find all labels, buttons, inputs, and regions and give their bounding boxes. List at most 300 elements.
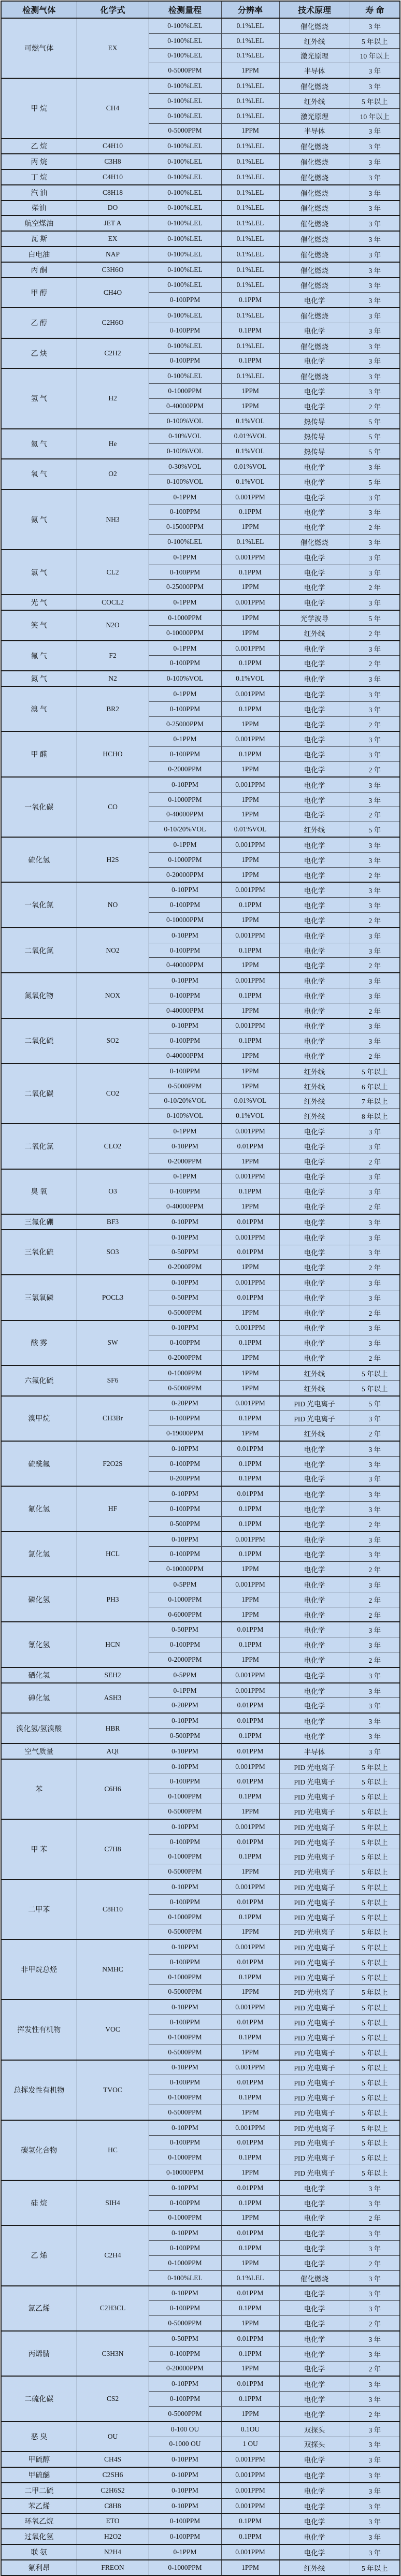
formula-cell: NAP: [77, 247, 149, 262]
principle-cell: 催化燃烧: [279, 200, 350, 216]
lifetime-cell: 2 年: [350, 716, 400, 731]
lifetime-cell: 3 年: [350, 1184, 400, 1199]
principle-cell: 电化学: [279, 2452, 350, 2467]
resolution-cell: 0.1PPM: [221, 1969, 279, 1984]
range-cell: 0-1000PPM: [149, 2030, 221, 2045]
table-row: [1, 1441, 400, 1456]
principle-cell: 电化学: [279, 353, 350, 368]
principle-cell: 电化学: [279, 1667, 350, 1683]
lifetime-cell: 3 年: [350, 384, 400, 399]
range-cell: 0-10PPM: [149, 2498, 221, 2514]
table-row: [1, 1622, 400, 1637]
principle-cell: PID 光电离子: [279, 2120, 350, 2135]
lifetime-cell: 3 年: [350, 2376, 400, 2391]
lifetime-cell: 3 年: [350, 2225, 400, 2240]
lifetime-cell: 2 年: [350, 1350, 400, 1365]
resolution-cell: 0.1PPM: [221, 565, 279, 580]
lifetime-cell: 3 年: [350, 262, 400, 278]
principle-cell: 电化学: [279, 747, 350, 762]
lifetime-cell: 3 年: [350, 1532, 400, 1547]
lifetime-cell: 3 年: [350, 278, 400, 293]
formula-cell: SW: [77, 1320, 149, 1365]
lifetime-cell: 3 年: [350, 1169, 400, 1184]
resolution-cell: 1PPM: [221, 2316, 279, 2331]
principle-cell: 电化学: [279, 1290, 350, 1305]
lifetime-cell: 5 年以上: [350, 2030, 400, 2045]
range-cell: 0-10/20%VOL: [149, 1093, 221, 1109]
principle-cell: 电化学: [279, 293, 350, 308]
lifetime-cell: 3 年: [350, 701, 400, 716]
principle-cell: 电化学: [279, 837, 350, 852]
principle-cell: 电化学: [279, 671, 350, 686]
lifetime-cell: 2 年: [350, 2361, 400, 2376]
principle-cell: 电化学: [279, 1245, 350, 1260]
formula-cell: N2: [77, 671, 149, 686]
lifetime-cell: 2 年: [350, 913, 400, 928]
lifetime-cell: 2 年: [350, 807, 400, 822]
table-row: [1, 550, 400, 565]
principle-cell: 电化学: [279, 1441, 350, 1456]
lifetime-cell: 5 年以上: [350, 1365, 400, 1380]
principle-cell: 电化学: [279, 398, 350, 413]
principle-cell: 催化燃烧: [279, 78, 350, 93]
gas-name-cell: 二甲苯: [1, 1879, 77, 1939]
principle-cell: 红外线: [279, 1063, 350, 1078]
principle-cell: 电化学: [279, 1154, 350, 1169]
lifetime-cell: 3 年: [350, 1033, 400, 1048]
principle-cell: 电化学: [279, 973, 350, 988]
lifetime-cell: 5 年: [350, 474, 400, 489]
resolution-cell: 1PPM: [221, 762, 279, 777]
resolution-cell: 0.1%LEL: [221, 108, 279, 123]
gas-name-cell: 笑 气: [1, 610, 77, 641]
resolution-cell: 0.1%LEL: [221, 93, 279, 108]
formula-cell: C2SH6: [77, 2467, 149, 2483]
table-row: [1, 2225, 400, 2240]
lifetime-cell: 2 年: [350, 1154, 400, 1169]
table-row: [1, 731, 400, 746]
lifetime-cell: 3 年: [350, 2529, 400, 2544]
lifetime-cell: 5 年以上: [350, 2560, 400, 2575]
range-cell: 0-5000PPM: [149, 2406, 221, 2421]
principle-cell: 红外线: [279, 93, 350, 108]
lifetime-cell: 5 年以上: [350, 1774, 400, 1789]
lifetime-cell: 5 年以上: [350, 1999, 400, 2014]
principle-cell: 光学波导: [279, 610, 350, 625]
table-row: [1, 1744, 400, 1759]
lifetime-cell: 3 年: [350, 2467, 400, 2483]
table-row: [1, 1759, 400, 1774]
principle-cell: PID 光电离子: [279, 2015, 350, 2030]
resolution-cell: 0.01PPM: [221, 1744, 279, 1759]
lifetime-cell: 10 年以上: [350, 108, 400, 123]
lifetime-cell: 3 年: [350, 2241, 400, 2256]
table-row: [1, 2376, 400, 2391]
lifetime-cell: 3 年: [350, 459, 400, 474]
principle-cell: 电化学: [279, 1230, 350, 1245]
resolution-cell: 0.01PPM: [221, 1955, 279, 1970]
resolution-cell: 0.1%LEL: [221, 154, 279, 169]
table-row: [1, 2544, 400, 2560]
gas-name-cell: 空气质量: [1, 1744, 77, 1759]
range-cell: 0-100%LEL: [149, 262, 221, 278]
table-row: [1, 18, 400, 33]
resolution-cell: 1PPM: [221, 384, 279, 399]
resolution-cell: 0.1PPM: [221, 1909, 279, 1924]
principle-cell: 电化学: [279, 1033, 350, 1048]
table-row: [1, 686, 400, 701]
resolution-cell: 0.1PPM: [221, 1547, 279, 1562]
range-cell: 0-5000PPM: [149, 2105, 221, 2120]
table-row: [1, 2498, 400, 2514]
resolution-cell: 0.001PPM: [221, 731, 279, 746]
lifetime-cell: 3 年: [350, 490, 400, 505]
resolution-cell: 0.1PPM: [221, 1033, 279, 1048]
resolution-cell: 0.1OU: [221, 2422, 279, 2437]
formula-cell: CH3Br: [77, 1396, 149, 1441]
resolution-cell: 0.1PPM: [221, 505, 279, 520]
resolution-cell: 0.1%LEL: [221, 247, 279, 262]
lifetime-cell: 2 年: [350, 520, 400, 535]
resolution-cell: 0.001PPM: [221, 595, 279, 610]
range-cell: 0-19000PPM: [149, 1426, 221, 1441]
gas-sensor-spec-table: [1, 1, 400, 2576]
lifetime-cell: 3 年: [350, 123, 400, 138]
principle-cell: PID 光电离子: [279, 2150, 350, 2165]
range-cell: 0-100PPM: [149, 988, 221, 1003]
range-cell: 0-100%LEL: [149, 93, 221, 108]
range-cell: 0-100PPM: [149, 2015, 221, 2030]
resolution-cell: 0.1PPM: [221, 898, 279, 913]
range-cell: 0-10PPM: [149, 1486, 221, 1501]
gas-name-cell: 氟化氢: [1, 1486, 77, 1531]
resolution-cell: 1PPM: [221, 123, 279, 138]
lifetime-cell: 3 年: [350, 1471, 400, 1486]
gas-name-cell: 苯乙烯: [1, 2498, 77, 2514]
lifetime-cell: 3 年: [350, 293, 400, 308]
lifetime-cell: 3 年: [350, 1275, 400, 1290]
range-cell: 0-100%LEL: [149, 308, 221, 323]
principle-cell: 电化学: [279, 1139, 350, 1154]
principle-cell: 电化学: [279, 913, 350, 928]
formula-cell: NH3: [77, 490, 149, 550]
lifetime-cell: 5 年以上: [350, 2165, 400, 2180]
principle-cell: 电化学: [279, 1275, 350, 1290]
gas-name-cell: 甲 醇: [1, 278, 77, 308]
resolution-cell: 0.001PPM: [221, 1169, 279, 1184]
range-cell: 0-5000PPM: [149, 2316, 221, 2331]
table-row: [1, 2483, 400, 2498]
principle-cell: PID 光电离子: [279, 1864, 350, 1879]
range-cell: 0-5000PPM: [149, 123, 221, 138]
resolution-cell: 1PPM: [221, 1562, 279, 1577]
resolution-cell: 0.1%VOL: [221, 444, 279, 459]
lifetime-cell: 3 年: [350, 1411, 400, 1426]
table-row: [1, 1214, 400, 1230]
gas-name-cell: 一氧化碳: [1, 777, 77, 837]
formula-cell: HCL: [77, 1532, 149, 1577]
range-cell: 0-1000PPM: [149, 2090, 221, 2105]
principle-cell: 电化学: [279, 762, 350, 777]
formula-cell: ASH3: [77, 1683, 149, 1714]
gas-name-cell: 氯化氢: [1, 1532, 77, 1577]
range-cell: 0-5000PPM: [149, 1305, 221, 1320]
range-cell: 0-100PPM: [149, 1894, 221, 1909]
range-cell: 0-100PPM: [149, 1955, 221, 1970]
formula-cell: SF6: [77, 1365, 149, 1396]
range-cell: 0-2000PPM: [149, 762, 221, 777]
gas-name-cell: 乙 炔: [1, 338, 77, 369]
column-header: 检测气体: [1, 1, 77, 18]
principle-cell: 电化学: [279, 1260, 350, 1275]
formula-cell: C7H8: [77, 1819, 149, 1879]
resolution-cell: 0.1PPM: [221, 1456, 279, 1471]
range-cell: 0-100PPM: [149, 701, 221, 716]
formula-cell: C8H8: [77, 2498, 149, 2514]
resolution-cell: 0.001PPM: [221, 1320, 279, 1335]
formula-cell: N2O: [77, 610, 149, 641]
principle-cell: 电化学: [279, 867, 350, 882]
principle-cell: 电化学: [279, 1124, 350, 1139]
gas-name-cell: 甲硫醇: [1, 2452, 77, 2467]
resolution-cell: 0.001PPM: [221, 2483, 279, 2498]
range-cell: 0-30%VOL: [149, 459, 221, 474]
gas-name-cell: 丙烯腈: [1, 2331, 77, 2376]
principle-cell: 电化学: [279, 1532, 350, 1547]
resolution-cell: 1PPM: [221, 580, 279, 595]
principle-cell: PID 光电离子: [279, 1924, 350, 1939]
principle-cell: 电化学: [279, 1622, 350, 1637]
resolution-cell: 0.1%LEL: [221, 18, 279, 33]
range-cell: 0-10000PPM: [149, 2165, 221, 2180]
principle-cell: 电化学: [279, 1199, 350, 1214]
gas-name-cell: 氦 气: [1, 429, 77, 459]
formula-cell: O2: [77, 459, 149, 490]
formula-cell: AQI: [77, 1744, 149, 1759]
range-cell: 0-20PPM: [149, 1396, 221, 1411]
principle-cell: 催化燃烧: [279, 308, 350, 323]
formula-cell: C2H2: [77, 338, 149, 369]
resolution-cell: 1PPM: [221, 1592, 279, 1607]
lifetime-cell: 5 年以上: [350, 1955, 400, 1970]
lifetime-cell: 3 年: [350, 2422, 400, 2437]
lifetime-cell: 3 年: [350, 641, 400, 656]
principle-cell: 电化学: [279, 1471, 350, 1486]
gas-name-cell: 汽 油: [1, 185, 77, 200]
range-cell: 0-40000PPM: [149, 1048, 221, 1063]
lifetime-cell: 5 年以上: [350, 2135, 400, 2150]
column-header: 寿 命: [350, 1, 400, 18]
principle-cell: 电化学: [279, 2467, 350, 2483]
range-cell: 0-100PPM: [149, 2195, 221, 2210]
resolution-cell: 1PPM: [221, 2255, 279, 2270]
resolution-cell: 0.01PPM: [221, 2286, 279, 2301]
range-cell: 0-20000PPM: [149, 867, 221, 882]
lifetime-cell: 3 年: [350, 138, 400, 154]
principle-cell: 双探头: [279, 2422, 350, 2437]
lifetime-cell: 3 年: [350, 169, 400, 185]
principle-cell: 半导体: [279, 63, 350, 78]
principle-cell: 电化学: [279, 1018, 350, 1033]
principle-cell: 电化学: [279, 1637, 350, 1652]
principle-cell: PID 光电离子: [279, 1819, 350, 1834]
range-cell: 0-25000PPM: [149, 716, 221, 731]
range-cell: 0-100PPM: [149, 1774, 221, 1789]
table-row: [1, 1713, 400, 1728]
principle-cell: 催化燃烧: [279, 368, 350, 383]
resolution-cell: 1 OU: [221, 2437, 279, 2452]
formula-cell: FREON: [77, 2560, 149, 2575]
lifetime-cell: 3 年: [350, 898, 400, 913]
principle-cell: 电化学: [279, 2483, 350, 2498]
table-row: [1, 671, 400, 686]
principle-cell: PID 光电离子: [279, 2135, 350, 2150]
principle-cell: 电化学: [279, 2376, 350, 2391]
lifetime-cell: 3 年: [350, 1667, 400, 1683]
principle-cell: 电化学: [279, 384, 350, 399]
formula-cell: CL2: [77, 550, 149, 595]
principle-cell: 电化学: [279, 2316, 350, 2331]
lifetime-cell: 10 年以上: [350, 48, 400, 63]
resolution-cell: 0.01%VOL: [221, 822, 279, 837]
range-cell: 0-10PPM: [149, 1759, 221, 1774]
lifetime-cell: 3 年: [350, 2331, 400, 2346]
resolution-cell: 1PPM: [221, 520, 279, 535]
range-cell: 0-1PPM: [149, 837, 221, 852]
resolution-cell: 0.01PPM: [221, 1622, 279, 1637]
formula-cell: NMHC: [77, 1939, 149, 1999]
resolution-cell: 1PPM: [221, 1260, 279, 1275]
range-cell: 0-40000PPM: [149, 1199, 221, 1214]
resolution-cell: 0.01PPM: [221, 1713, 279, 1728]
resolution-cell: 0.001PPM: [221, 1396, 279, 1411]
resolution-cell: 0.1PPM: [221, 2529, 279, 2544]
resolution-cell: 1PPM: [221, 2105, 279, 2120]
range-cell: 0-100PPM: [149, 1637, 221, 1652]
formula-cell: He: [77, 429, 149, 459]
lifetime-cell: 3 年: [350, 1290, 400, 1305]
resolution-cell: 1PPM: [221, 625, 279, 640]
resolution-cell: 1PPM: [221, 1924, 279, 1939]
range-cell: 0-100%LEL: [149, 200, 221, 216]
resolution-cell: 0.001PPM: [221, 2498, 279, 2514]
formula-cell: CH4: [77, 78, 149, 138]
table-row: [1, 973, 400, 988]
range-cell: 0-10000PPM: [149, 913, 221, 928]
gas-name-cell: 柴油: [1, 200, 77, 216]
lifetime-cell: 3 年: [350, 565, 400, 580]
range-cell: 0-100PPM: [149, 1184, 221, 1199]
resolution-cell: 0.1PPM: [221, 1502, 279, 1517]
lifetime-cell: 5 年以上: [350, 1879, 400, 1894]
resolution-cell: 1PPM: [221, 1078, 279, 1093]
lifetime-cell: 3 年: [350, 200, 400, 216]
range-cell: 0-100%LEL: [149, 215, 221, 231]
range-cell: 0-10PPM: [149, 1139, 221, 1154]
principle-cell: PID 光电离子: [279, 1999, 350, 2014]
lifetime-cell: 3 年: [350, 535, 400, 550]
table-header-row: [1, 1, 400, 18]
table-row: [1, 1275, 400, 1290]
formula-cell: CH4O: [77, 278, 149, 308]
range-cell: 0-100PPM: [149, 323, 221, 338]
gas-name-cell: 二硫化碳: [1, 2376, 77, 2421]
range-cell: 0-1PPM: [149, 490, 221, 505]
resolution-cell: 0.1PPM: [221, 1516, 279, 1531]
lifetime-cell: 5 年以上: [350, 1834, 400, 1849]
range-cell: 0-1PPM: [149, 1124, 221, 1139]
formula-cell: COCL2: [77, 595, 149, 610]
gas-name-cell: 氯 气: [1, 550, 77, 595]
lifetime-cell: 3 年: [350, 323, 400, 338]
range-cell: 0-100PPM: [149, 1335, 221, 1350]
range-cell: 0-100%LEL: [149, 247, 221, 262]
principle-cell: PID 光电离子: [279, 1894, 350, 1909]
gas-name-cell: 碳氢化合物: [1, 2120, 77, 2180]
range-cell: 0-100%LEL: [149, 368, 221, 383]
principle-cell: 红外线: [279, 1380, 350, 1395]
principle-cell: 红外线: [279, 822, 350, 837]
principle-cell: 催化燃烧: [279, 338, 350, 353]
lifetime-cell: 3 年: [350, 988, 400, 1003]
principle-cell: 电化学: [279, 595, 350, 610]
resolution-cell: 0.1PPM: [221, 988, 279, 1003]
resolution-cell: 0.1PPM: [221, 323, 279, 338]
gas-name-cell: 氯乙烯: [1, 2286, 77, 2331]
gas-name-cell: 砷化氢: [1, 1683, 77, 1714]
lifetime-cell: 5 年以上: [350, 2075, 400, 2090]
resolution-cell: 1PPM: [221, 2210, 279, 2225]
table-row: [1, 215, 400, 231]
range-cell: 0-5PPM: [149, 1667, 221, 1683]
formula-cell: C2H3CL: [77, 2286, 149, 2331]
range-cell: 0-10PPM: [149, 2467, 221, 2483]
principle-cell: 电化学: [279, 1502, 350, 1517]
table-row: [1, 777, 400, 792]
range-cell: 0-10PPM: [149, 1744, 221, 1759]
principle-cell: 电化学: [279, 2255, 350, 2270]
resolution-cell: 0.01PPM: [221, 2180, 279, 2195]
formula-cell: C3H6O: [77, 262, 149, 278]
principle-cell: 红外线: [279, 1093, 350, 1109]
principle-cell: 电化学: [279, 2241, 350, 2256]
range-cell: 0-5PPM: [149, 1577, 221, 1592]
principle-cell: 电化学: [279, 958, 350, 973]
gas-name-cell: 瓦 斯: [1, 231, 77, 247]
range-cell: 0-100PPM: [149, 505, 221, 520]
table-row: [1, 2513, 400, 2529]
resolution-cell: 0.1%LEL: [221, 338, 279, 353]
table-row: [1, 2120, 400, 2135]
principle-cell: 催化燃烧: [279, 154, 350, 169]
principle-cell: 电化学: [279, 1713, 350, 1728]
lifetime-cell: 3 年: [350, 2544, 400, 2560]
resolution-cell: 0.1PPM: [221, 747, 279, 762]
gas-name-cell: 氮氧化物: [1, 973, 77, 1018]
resolution-cell: 0.01PPM: [221, 1139, 279, 1154]
resolution-cell: 0.1PPM: [221, 1335, 279, 1350]
resolution-cell: 1PPM: [221, 2045, 279, 2060]
resolution-cell: 0.1%VOL: [221, 671, 279, 686]
range-cell: 0-500PPM: [149, 1516, 221, 1531]
range-cell: 0-10000PPM: [149, 1562, 221, 1577]
formula-cell: O3: [77, 1169, 149, 1214]
resolution-cell: 1PPM: [221, 1804, 279, 1819]
gas-name-cell: 丙 酮: [1, 262, 77, 278]
resolution-cell: 0.1PPM: [221, 293, 279, 308]
range-cell: 0-100%LEL: [149, 2270, 221, 2285]
lifetime-cell: 2 年: [350, 1003, 400, 1018]
